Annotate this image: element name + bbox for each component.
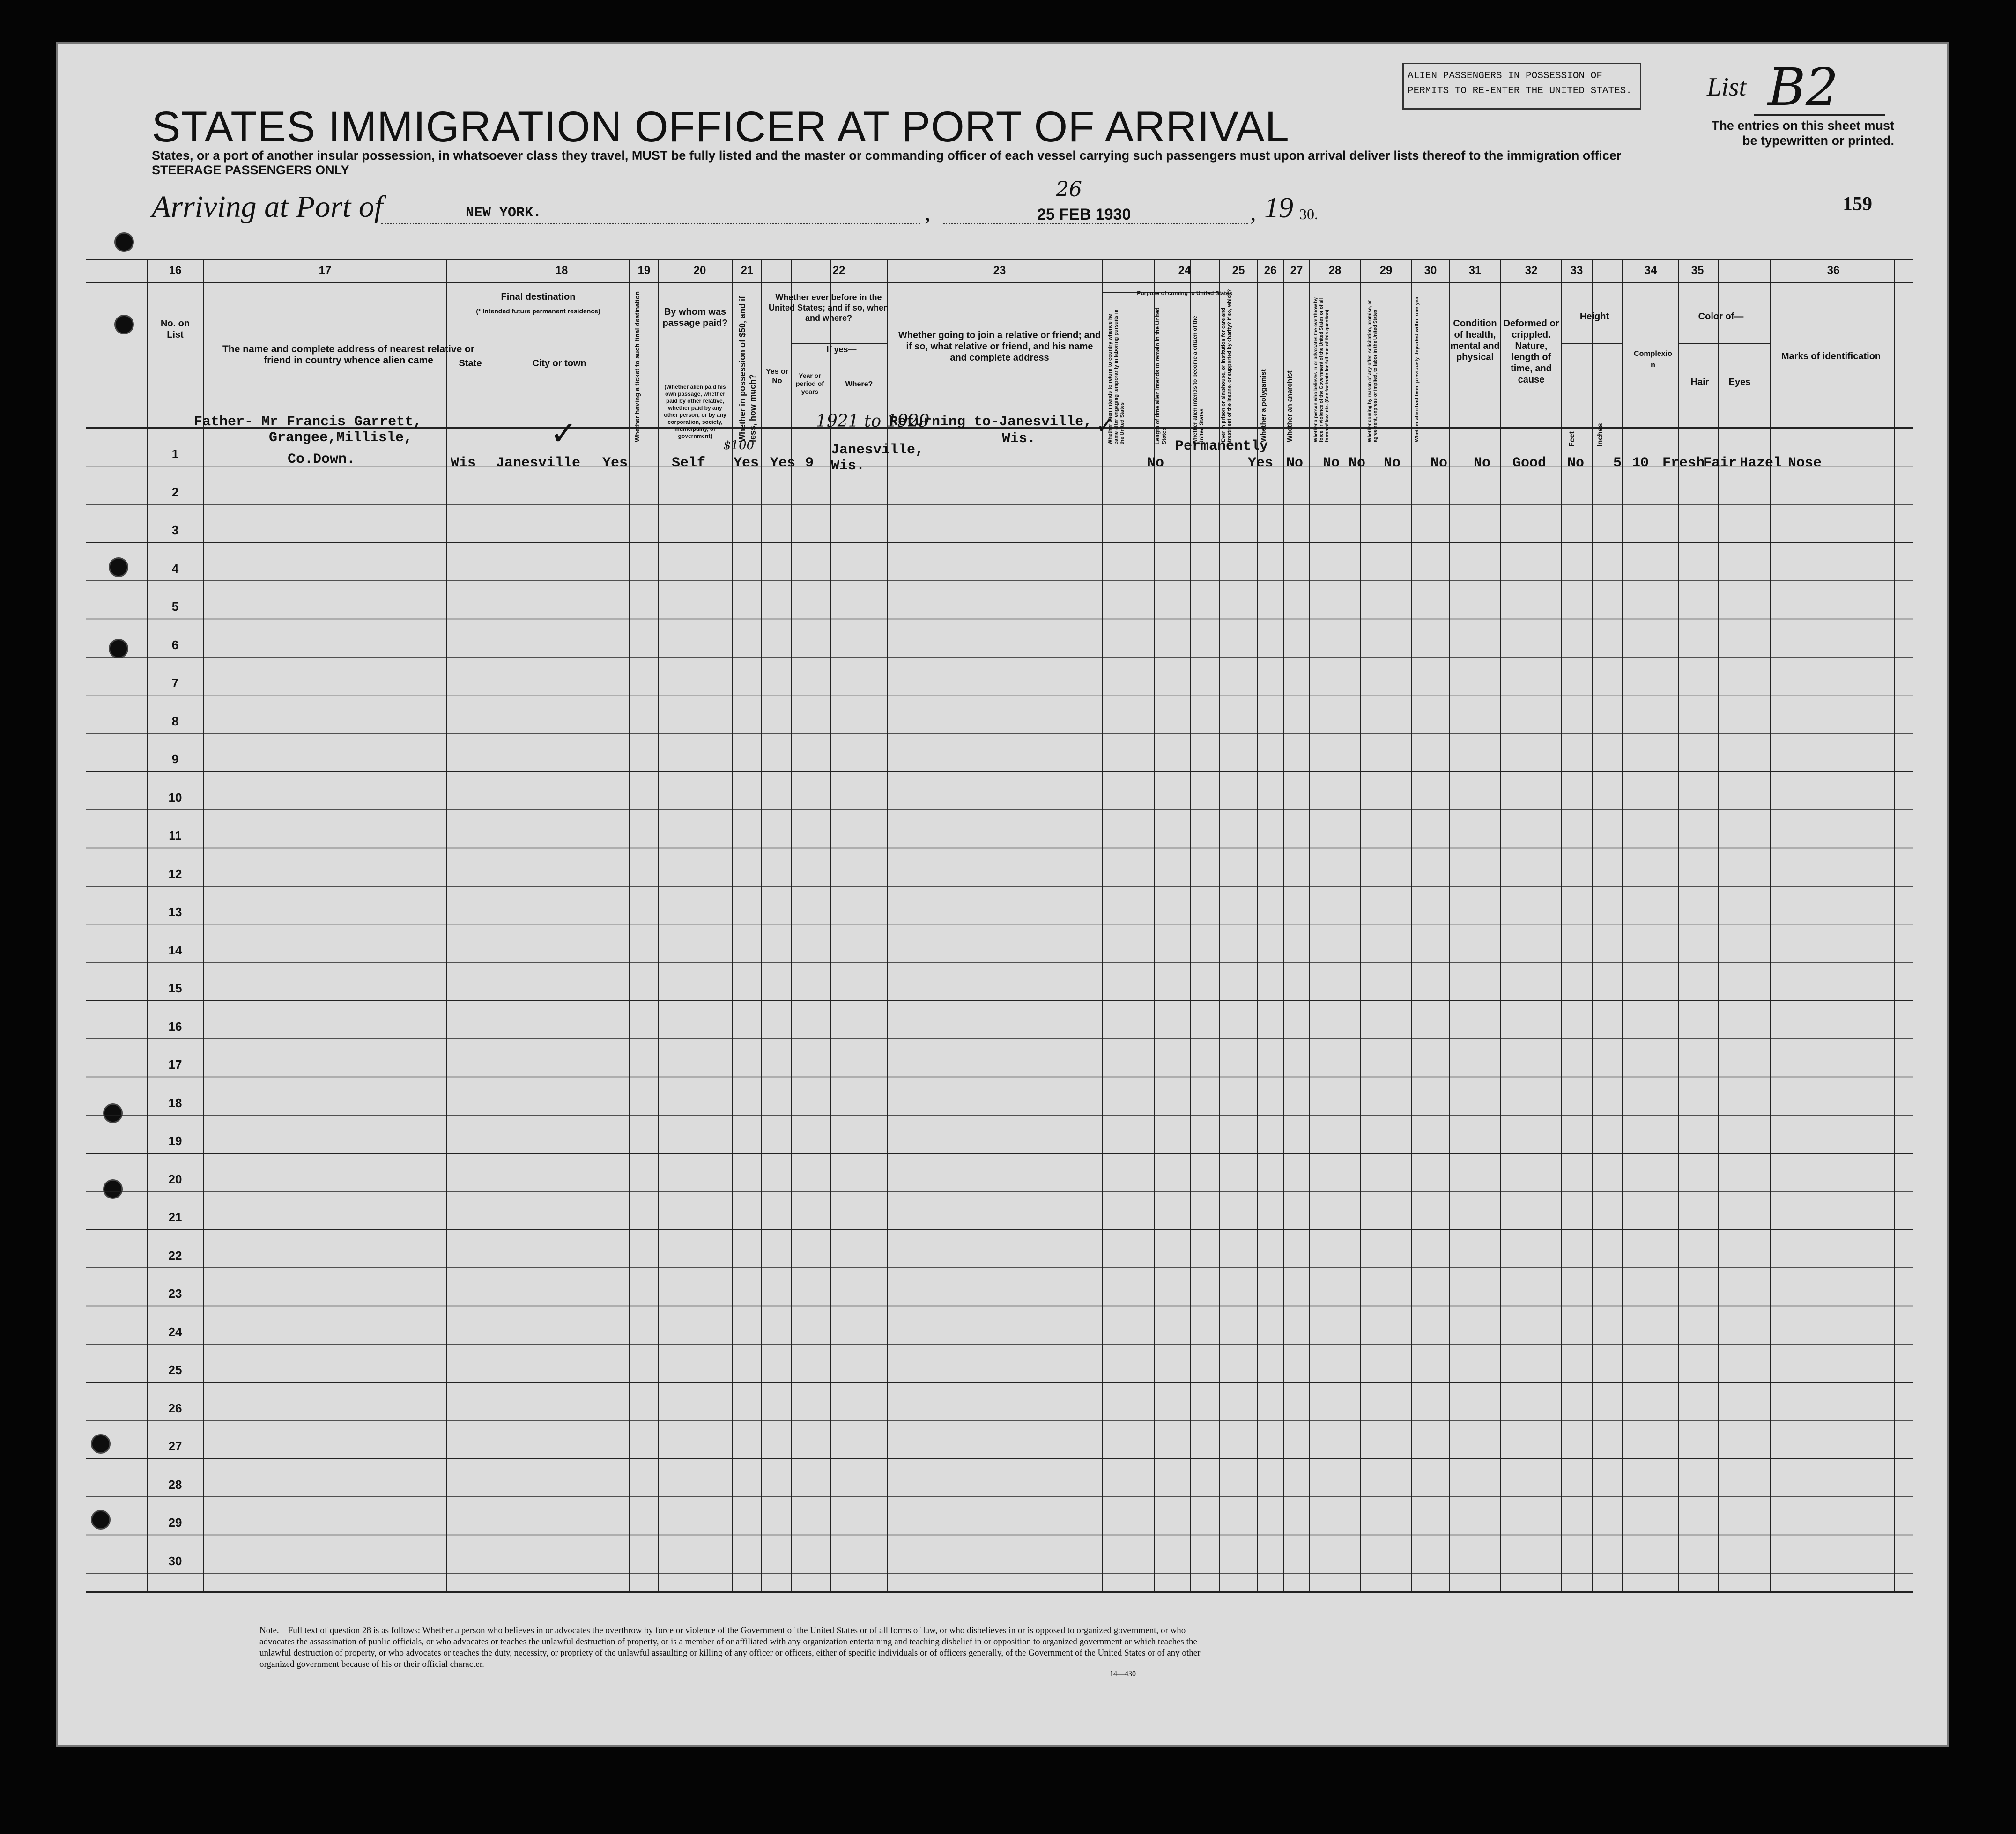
row-number: 5 [171,599,179,614]
city-cell: Janesville [496,455,581,471]
header-state: State [459,358,482,369]
row-number: 29 [168,1516,182,1530]
joining-line-1: Returning to-Janesville, [889,414,1092,430]
column-number: 33 [1570,264,1583,277]
row-number: 7 [171,676,179,690]
column-number: 22 [832,264,845,277]
before-in-us-cell: Yes [770,455,796,471]
port-value: NEW YORK. [466,205,542,221]
column-number: 30 [1424,264,1437,277]
page-number: 159 [1843,193,1872,215]
header-anarchist: Whether an anarchist [1286,370,1294,442]
column-number: 24 [1178,264,1191,277]
header-joining: Whether going to join a relative or friend; and if so, what relative or friend, and his name and complete address [898,330,1101,363]
year-prefix: 19 [1264,192,1293,224]
row-number: 16 [168,1019,182,1034]
column-number: 31 [1468,264,1482,277]
header-hair: Hair [1690,377,1709,387]
row-number: 17 [168,1058,182,1072]
complexion-cell: Fresh [1662,455,1705,471]
labor-offer-cell: No [1430,455,1448,471]
header-deported: Whether alien had been previously deported within one year [1414,295,1420,442]
column-number: 26 [1264,264,1277,277]
header-deformed: Deformed or crippled. Nature, length of time, and cause [1503,318,1559,385]
arriving-label: Arriving at Port of [152,190,383,224]
header-eyes: Eyes [1728,377,1751,387]
passage-cell: Self [672,455,706,471]
form-number: 14—430 [1110,1670,1136,1678]
header-prison: Ever in prison or almshouse, or institution for care and treatment of the insane, or supported by charity? If so, which? [1221,289,1232,442]
marks-cell: Nose [1788,455,1822,471]
manifest-sheet [56,42,1949,1747]
column-number: 21 [741,264,754,277]
citizen-cell: Yes [1248,455,1274,471]
column-number: 16 [169,264,182,277]
row-number: 19 [168,1134,182,1148]
year-suffix: 30. [1299,206,1318,222]
date-stamp: 25 FEB 1930 [1037,206,1131,223]
steerage-label: STEERAGE PASSENGERS ONLY [152,163,349,177]
permit-stamp: ALIEN PASSENGERS IN POSSESSION OF PERMITS TO RE-ENTER THE UNITED STATES. [1402,63,1641,110]
header-final-destination: Final destination [501,292,576,302]
row-number: 10 [168,790,182,805]
row-number: 6 [171,637,179,652]
state-cell: Wis [451,455,476,471]
money-annotation: $100 [723,438,755,452]
checkmark-icon: ✓ [1096,412,1115,438]
column-number: 36 [1827,264,1840,277]
row-number: 1 [171,447,179,461]
column-number: 28 [1328,264,1342,277]
length-cell: Permanently [1175,438,1268,454]
inches-cell: 10 [1632,455,1649,471]
header-labor-offer: Whether coming by reason of any offer, solicitation, promise, or agreement, express or implied, to labor in the United States [1367,300,1378,442]
relative-line-2: Grangee,Millisle, [269,430,413,446]
header-overthrow: Whether a person who believes in or advocates the overthrow by force or violence of the Government of the United States or of all forms of law, etc. (See footnote for full text of this question) [1313,297,1330,442]
row-number: 13 [168,905,182,919]
row-number: 9 [171,752,179,766]
header-polygamist: Whether a polygamist [1260,369,1267,442]
header-citizen: Whether alien intends to become a citizen of the United States [1192,316,1205,444]
years-annotation: 1921 to 1929 [816,412,930,431]
column-number: 18 [555,264,568,277]
comma-separator: , [1250,199,1256,225]
form-title: STATES IMMIGRATION OFFICER AT PORT OF ARRIVAL [152,103,1290,151]
list-label: List [1707,73,1747,102]
row-number: 3 [171,523,179,537]
row-number: 20 [168,1172,182,1186]
header-purpose: Purpose of coming to United States [1137,290,1232,296]
header-where: Where? [845,380,873,388]
deformed-cell: No [1567,455,1585,471]
header-passage: By whom was passage paid? [662,307,728,328]
form-subtitle: States, or a port of another insular possession, in whatsoever class they travel, MUST be fully listed and the master or commanding officer of each vessel carrying such passengers must upon arrival deliver lists thereof to the immigration officer [152,148,1622,163]
column-number: 27 [1290,264,1303,277]
header-ticket: Whether having a ticket to such final destination [633,291,641,442]
overthrow-cell: No [1384,455,1401,471]
anarchist-cell: No [1349,455,1366,471]
row-number: 28 [168,1477,182,1492]
eyes-cell: Hazel [1740,455,1782,471]
header-height: Height [1579,311,1609,322]
column-number: 23 [993,264,1006,277]
row-number: 12 [168,866,182,881]
row-number: 27 [168,1439,182,1453]
feet-cell: 5 [1613,455,1622,471]
relative-line-3: Co.Down. [288,451,356,467]
deported-cell: No [1474,455,1491,471]
ticket-cell: Yes [602,455,628,471]
return-cell: No [1147,455,1164,471]
row-number: 18 [168,1095,182,1110]
row-number: 4 [171,561,179,576]
row-number: 21 [168,1210,182,1224]
header-inches: Inches [1596,423,1604,447]
row-number: 11 [169,828,182,843]
list-number: B2 [1768,57,1838,117]
header-money: Whether in possession of $50, and if less, how much? [738,296,757,442]
row-number: 23 [168,1287,182,1301]
header-passage-note: (Whether alien paid his own passage, whether paid by other relative, whether paid by any other person, or by any corporation, society, municipality, or government) [664,384,726,439]
years-cell: 9 [805,455,814,471]
header-marks: Marks of identification [1781,351,1881,362]
typewritten-note: The entries on this sheet must be typewritten or printed. [1711,118,1894,148]
header-final-destination-note: (* Intended future permanent residence) [476,307,600,315]
row-number: 2 [171,485,179,499]
column-number: 34 [1644,264,1657,277]
header-complexion: Complexion [1634,350,1672,369]
column-number: 32 [1525,264,1538,277]
row-number: 26 [168,1401,182,1415]
column-number: 25 [1232,264,1245,277]
checkmark-icon: ✓ [550,416,578,452]
row-number: 24 [168,1324,182,1339]
date-correction: 26 [1056,177,1082,201]
column-number: 17 [319,264,332,277]
header-return: Whether alien intends to return to country whence he came after engaging temporarily in laboring pursuits in the United States [1107,309,1125,444]
polygamist-cell: No [1323,455,1340,471]
row-number: 25 [168,1363,182,1377]
where-cell: Janesville, Wis. [831,442,924,474]
row-number: 30 [168,1553,182,1568]
header-years: Year or period of years [796,372,824,395]
column-number: 35 [1691,264,1704,277]
comma-separator: , [925,199,931,225]
header-length: Length of time alien intends to remain in the United States [1154,307,1167,444]
column-number: 20 [693,264,706,277]
header-color: Color of— [1698,311,1744,322]
footnote: Note.—Full text of question 28 is as follows: Whether a person who believes in or advocates the overthrow by force or violence of the Government of the United States or of all forms of law, or who disbelieves in or is opposed to organized government, or who advocates the assassination of public officials, or who advocates or teaches the unlawful destruction of property, or is a member of or affiliated with any organization entertaining and teaching disbelief in or opposition to organized government or which teaches the unlawful destruction of property, or who advocates or teaches the duty, necessity, or propriety of the unlawful assaulting or killing of any officer or officers, either of specific individuals or of officers generally, of the Government of the United States or of any other organized government because of his or their official character. [259,1626,1201,1669]
money-cell: Yes [734,455,759,471]
header-no-on-list: No. on List [160,318,190,340]
header-health: Condition of health, mental and physical [1450,318,1500,362]
relative-line-1: Father- Mr Francis Garrett, [194,414,422,430]
hair-cell: Fair [1703,455,1737,471]
row-number: 22 [168,1248,182,1263]
header-city: City or town [532,358,586,369]
column-number: 19 [637,264,651,277]
row-number: 8 [171,714,179,728]
column-number: 29 [1379,264,1393,277]
prison-cell: No [1286,455,1304,471]
header-yes-no: Yes or No [765,368,789,385]
header-feet: Feet [1568,431,1576,447]
header-if-yes: If yes— [826,345,857,354]
health-cell: Good [1512,455,1547,471]
table-grid [58,44,1950,1749]
row-number: 14 [168,943,182,957]
header-relative: The name and complete address of nearest relative or friend in country whence alien came [222,344,475,366]
joining-line-2: Wis. [1002,431,1036,447]
row-number: 15 [168,981,182,995]
header-before-in-us: Whether ever before in the United States; and if so, when and where? [768,293,889,323]
